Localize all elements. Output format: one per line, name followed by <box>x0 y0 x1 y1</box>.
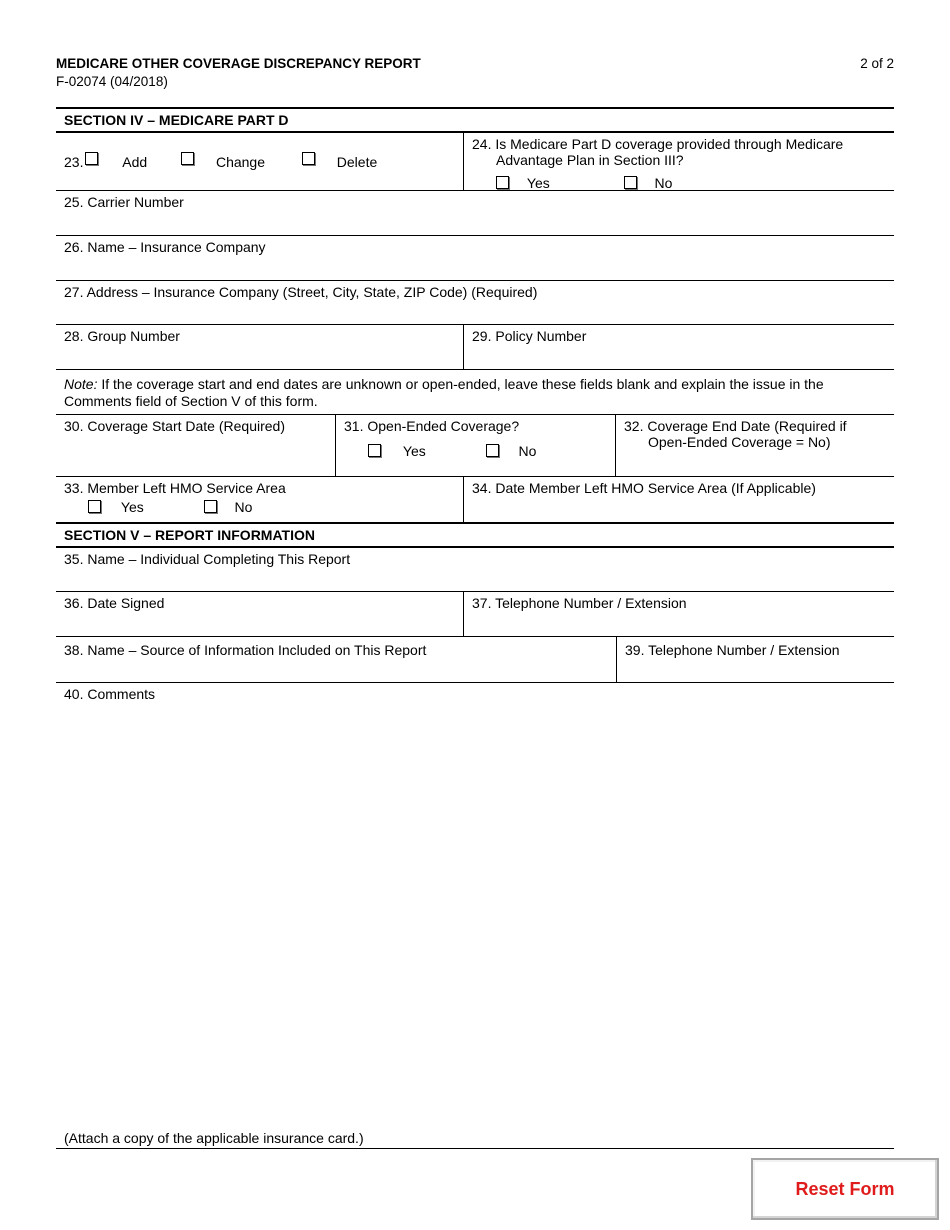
row-25 <box>56 191 894 236</box>
left-hmo-cell <box>56 477 463 522</box>
insurance-company-name-label: 26. Name – Insurance Company <box>64 239 266 255</box>
source-name-label: 38. Name – Source of Information Included on This Report <box>64 642 427 658</box>
insurance-address-label: 27. Address – Insurance Company (Street, City, State, ZIP Code) (Required) <box>64 284 538 300</box>
group-number-label: 28. Group Number <box>64 328 180 344</box>
source-telephone-field[interactable] <box>616 637 894 682</box>
add-label: Add <box>122 154 148 170</box>
insurance-company-name-field[interactable] <box>56 236 894 280</box>
row-30-32 <box>56 415 894 477</box>
q24-cell <box>463 133 894 190</box>
coverage-start-date-label: 30. Coverage Start Date (Required) <box>64 418 285 434</box>
open-ended-label: 31. Open-Ended Coverage? <box>344 418 520 434</box>
comments-field[interactable] <box>56 683 894 1123</box>
left-hmo-yes-checkbox[interactable] <box>88 500 101 513</box>
q23-number: 23. <box>64 154 84 170</box>
telephone-label: 37. Telephone Number / Extension <box>472 595 687 611</box>
comments-label: 40. Comments <box>64 686 156 702</box>
section-iv-header: SECTION IV – MEDICARE PART D <box>56 107 894 133</box>
row-26 <box>56 236 894 281</box>
note-row <box>56 370 894 415</box>
policy-number-field[interactable] <box>463 325 894 369</box>
source-telephone-label: 39. Telephone Number / Extension <box>625 642 840 658</box>
note-body: If the coverage start and end dates are unknown or open-ended, leave these fields blank and explain the issue in the Comments field of Section V of this form. <box>64 376 824 409</box>
row-38-39 <box>56 637 894 683</box>
note-text <box>56 370 894 414</box>
row-33-34 <box>56 477 894 522</box>
date-left-hmo-label: 34. Date Member Left HMO Service Area (If Applicable) <box>472 480 816 496</box>
open-ended-no-checkbox[interactable] <box>486 444 499 457</box>
source-name-field[interactable] <box>56 637 616 682</box>
group-number-field[interactable] <box>56 325 463 369</box>
form-title: MEDICARE OTHER COVERAGE DISCREPANCY REPORT <box>56 56 421 71</box>
date-signed-label: 36. Date Signed <box>64 595 165 611</box>
row-35 <box>56 548 894 592</box>
q24-question-line2: Advantage Plan in Section III? <box>496 152 684 168</box>
date-left-hmo-field[interactable] <box>463 477 894 522</box>
carrier-number-label: 25. Carrier Number <box>64 194 184 210</box>
row-27 <box>56 281 894 325</box>
note-label: Note: <box>64 376 98 392</box>
date-signed-field[interactable] <box>56 592 463 636</box>
change-checkbox[interactable] <box>181 152 194 165</box>
row-36-37 <box>56 592 894 637</box>
q24-yes-checkbox[interactable] <box>496 176 509 189</box>
change-label: Change <box>215 154 265 170</box>
attach-note <box>56 1130 894 1149</box>
form-body <box>56 107 894 1123</box>
section-v-header: SECTION V – REPORT INFORMATION <box>56 522 894 548</box>
row-28-29 <box>56 325 894 370</box>
insurance-address-field[interactable] <box>56 281 894 324</box>
policy-number-label: 29. Policy Number <box>472 328 587 344</box>
coverage-end-date-label-line2: Open-Ended Coverage = No) <box>648 434 831 450</box>
left-hmo-yes-label: Yes <box>120 499 144 515</box>
add-checkbox[interactable] <box>85 152 98 165</box>
attach-note-text: (Attach a copy of the applicable insurance card.) <box>64 1130 364 1146</box>
form-number: F-02074 (04/2018) <box>56 74 168 89</box>
page-indicator: 2 of 2 <box>860 56 894 71</box>
reset-form-button[interactable]: Reset Form <box>751 1158 939 1220</box>
left-hmo-no-label: No <box>234 499 253 515</box>
q23-cell <box>56 133 463 190</box>
delete-label: Delete <box>336 154 378 170</box>
individual-name-label: 35. Name – Individual Completing This Report <box>64 551 351 567</box>
open-ended-yes-label: Yes <box>402 443 426 459</box>
carrier-number-field[interactable] <box>56 191 894 235</box>
q24-yes-label: Yes <box>526 175 550 191</box>
q24-question-line1: 24. Is Medicare Part D coverage provided through Medicare <box>472 136 844 152</box>
row-23-24 <box>56 133 894 191</box>
coverage-start-date-field[interactable] <box>56 415 335 476</box>
telephone-field[interactable] <box>463 592 894 636</box>
coverage-end-date-label-line1: 32. Coverage End Date (Required if <box>624 418 847 434</box>
delete-checkbox[interactable] <box>302 152 315 165</box>
q24-no-checkbox[interactable] <box>624 176 637 189</box>
individual-name-field[interactable] <box>56 548 894 591</box>
open-ended-cell <box>335 415 615 476</box>
left-hmo-no-checkbox[interactable] <box>204 500 217 513</box>
left-hmo-label: 33. Member Left HMO Service Area <box>64 480 286 496</box>
open-ended-no-label: No <box>518 443 537 459</box>
q24-no-label: No <box>654 175 673 191</box>
coverage-end-date-field[interactable] <box>615 415 894 476</box>
open-ended-yes-checkbox[interactable] <box>368 444 381 457</box>
